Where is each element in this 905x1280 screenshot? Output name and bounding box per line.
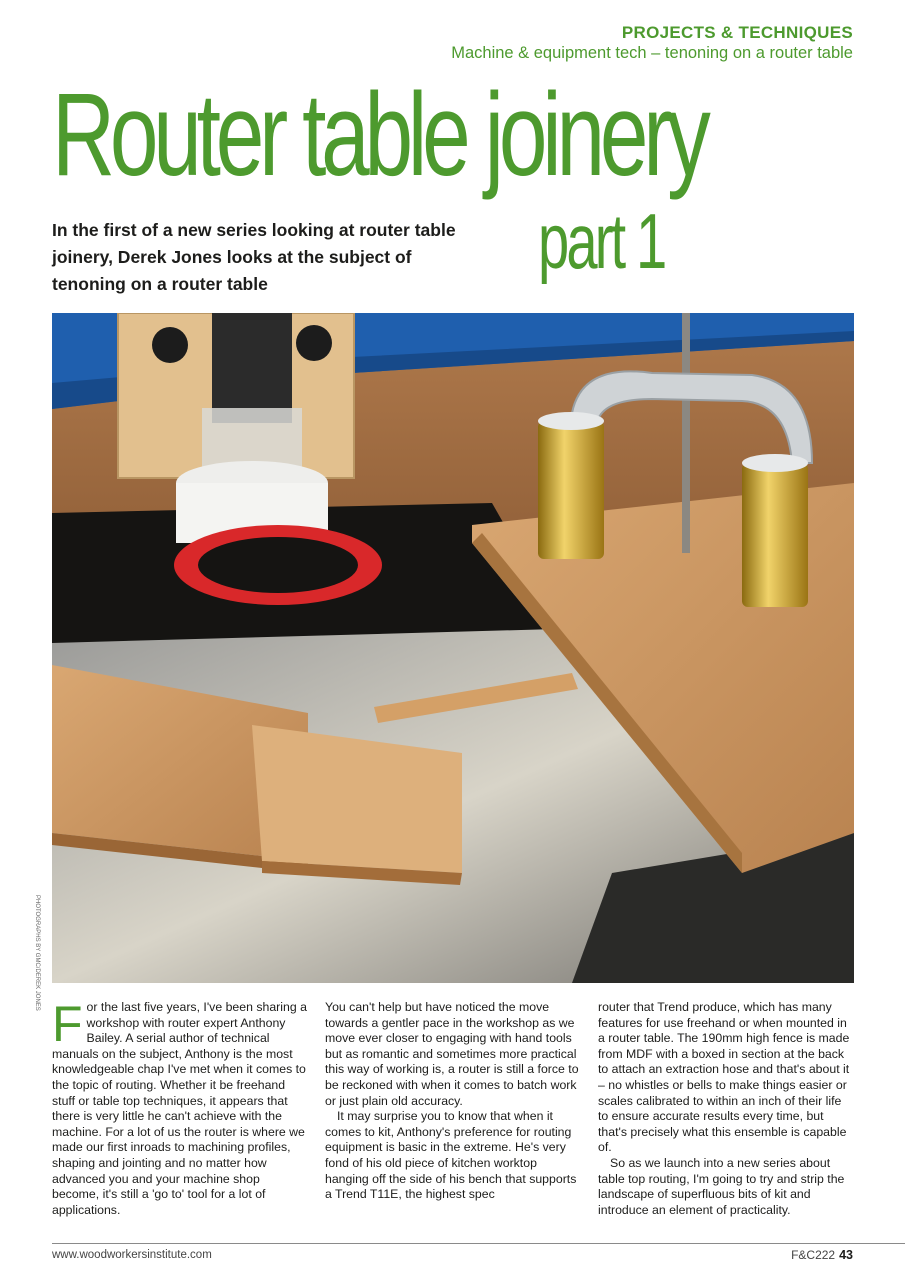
body-column-2 <box>325 1000 580 1203</box>
footer-issue-info <box>791 1248 853 1262</box>
photo-credit <box>31 895 41 1011</box>
body-paragraph: router that Trend produce, which has many features for use freehand or when mounted in a router table. The 190mm high fence is made from MDF with a boxed in section at the back to attach an extraction hose and that's about it – no whistles or bells to make things easier or scales calibrated to within an inch of their life to ensure accurate results every time, but that's precisely what this ensemble is capable of. <box>598 1000 850 1155</box>
body-paragraph: So as we launch into a new series about table top routing, I'm going to try and strip the landscape of superfluous bits of kit and introduce an element of practicality. <box>598 1155 845 1217</box>
photo-credit-text: PHOTOGRAPHS BY GMC/DEREK JONES <box>34 895 40 1011</box>
issue-number: F&C222 <box>791 1248 836 1262</box>
drop-cap: F <box>52 996 83 1052</box>
section-header <box>451 23 853 63</box>
article-part-number: part 1 <box>538 197 665 285</box>
section-title: PROJECTS & TECHNIQUES <box>621 23 853 42</box>
section-subtitle: Machine & equipment tech – tenoning on a router table <box>451 44 853 62</box>
article-standfirst: In the first of a new series looking at router table joinery, Derek Jones looks at the subject of tenoning on a router table <box>52 220 456 294</box>
article-headline: Router table joinery <box>52 69 706 201</box>
footer-divider <box>52 1243 905 1244</box>
page-number: 43 <box>839 1248 853 1262</box>
footer-website-link[interactable]: www.woodworkersinstitute.com <box>52 1249 212 1261</box>
body-column-1 <box>52 996 307 1218</box>
body-paragraph: or the last five years, I've been sharing a workshop with router expert Anthony Bailey. A serial author of technical manuals on the subject, Anthony is the most knowledgeable chap I've met when it comes to the topic of routing. Whether it be freehand stuff or table top techniques, it appears that there is very little he can't achieve with the machine. For a lot of us the router is where we made our first inroads to machining profiles, shaping and jointing and no matter how advanced you and your machine shop become, it's still a 'go to' tool for a lot of applications. <box>52 1000 307 1217</box>
body-paragraph: You can't help but have noticed the move towards a gentler pace in the workshop as we move ever closer to engaging with hand tools but as romantic and sometimes more practical this way of working is, a router is still a force to be reckoned with when it comes to batch work or just plain old accuracy. <box>325 1000 579 1108</box>
router-table-photo <box>52 313 854 983</box>
body-column-3 <box>598 1000 853 1218</box>
body-paragraph: It may surprise you to know that when it comes to kit, Anthony's preference for routing equipment is basic in the extreme. He's very fond of his old piece of kitchen worktop hanging off the side of his bench that supports a Trend T11E, the highest spec <box>325 1109 577 1202</box>
